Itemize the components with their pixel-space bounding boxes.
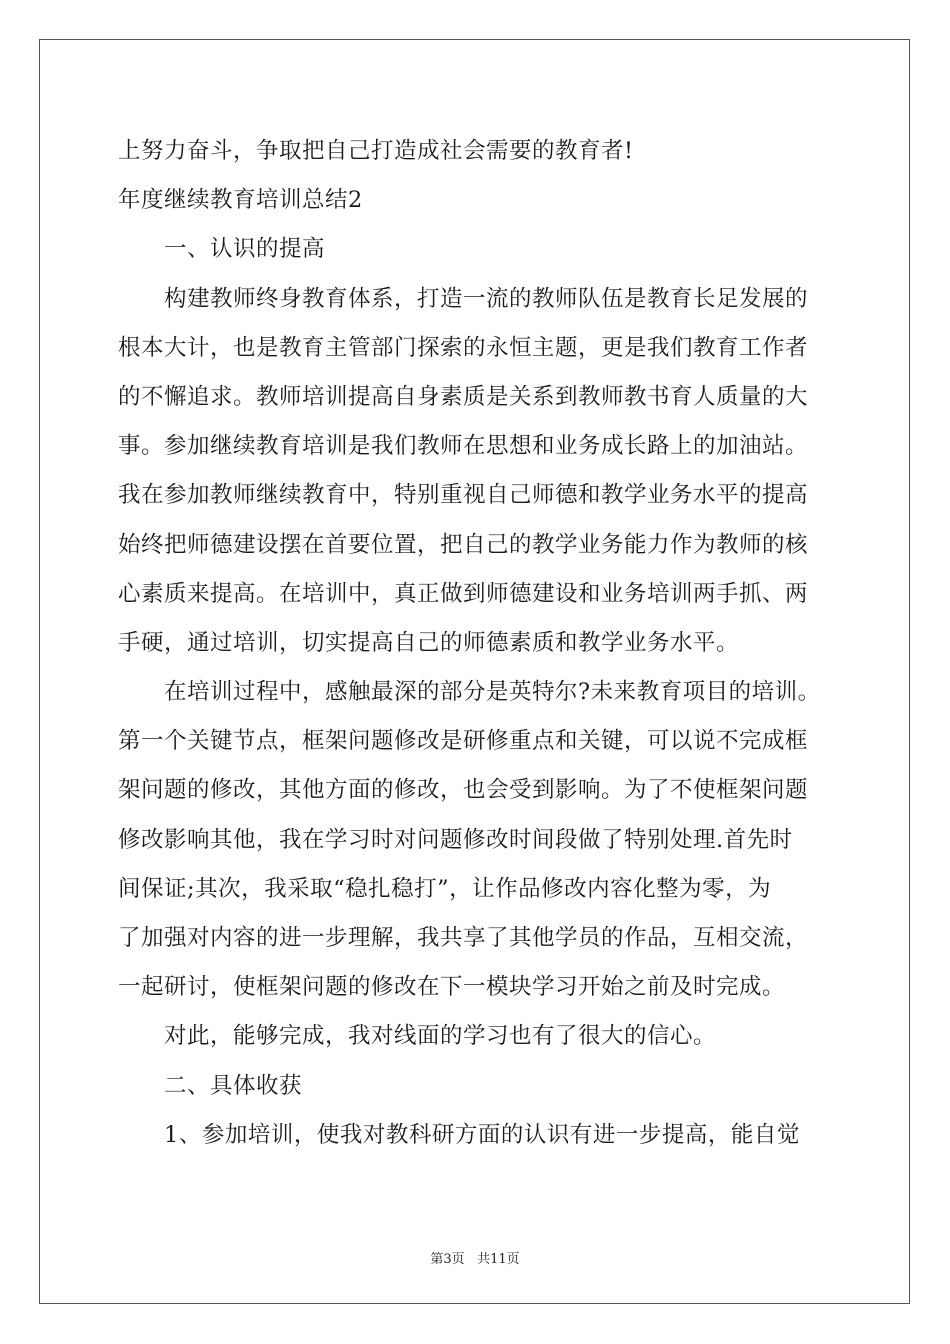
page-total: 共11页 <box>477 1252 520 1267</box>
page-number: 第3页 <box>430 1252 465 1267</box>
text-line: 修改影响其他，我在学习时对问题修改时间段做了特别处理.首先时 <box>118 826 793 853</box>
text-line: 心素质来提高。在培训中，真正做到师德建设和业务培训两手抓、两 <box>118 580 809 607</box>
section-title: 年度继续教育培训总结2 <box>118 187 363 214</box>
text-line: 的不懈追求。教师培训提高自身素质是关系到教师教书育人质量的大 <box>118 383 809 410</box>
text-line: 构建教师终身教育体系，打造一流的教师队伍是教育长足发展的 <box>164 285 809 312</box>
heading-line: 一、认识的提高 <box>164 236 326 263</box>
text-line: 事。参加继续教育培训是我们教师在思想和业务成长路上的加油站。 <box>118 433 809 460</box>
heading-line: 二、具体收获 <box>164 1072 303 1099</box>
text-line: 1、参加培训，使我对教科研方面的认识有进一步提高，能自觉 <box>164 1121 800 1148</box>
text-line: 始终把师德建设摆在首要位置，把自己的教学业务能力作为教师的核 <box>118 531 809 558</box>
text-line: 手硬，通过培训，切实提高自己的师德素质和教学业务水平。 <box>118 629 740 656</box>
text-line: 上努力奋斗，争取把自己打造成社会需要的教育者! <box>118 138 634 164</box>
text-line: 我在参加教师继续教育中，特别重视自己师德和教学业务水平的提高 <box>118 482 809 509</box>
text-line: 一起研讨，使框架问题的修改在下一模块学习开始之前及时完成。 <box>118 974 786 1001</box>
text-line: 在培训过程中，感触最深的部分是英特尔?未来教育项目的培训。 <box>164 679 821 706</box>
text-line: 间保证;其次，我采取“稳扎稳打”，让作品修改内容化整为零，为 <box>118 875 772 902</box>
text-line: 了加强对内容的进一步理解，我共享了其他学员的作品，互相交流， <box>118 925 809 951</box>
text-line: 架问题的修改，其他方面的修改，也会受到影响。为了不使框架问题 <box>118 777 809 804</box>
text-line: 对此，能够完成，我对线面的学习也有了很大的信心。 <box>164 1023 717 1050</box>
page-footer <box>0 1248 950 1267</box>
document-body <box>118 127 838 1160</box>
text-line: 第一个关键节点，框架问题修改是研修重点和关键，可以说不完成框 <box>118 728 809 755</box>
text-line: 根本大计，也是教育主管部门探索的永恒主题，更是我们教育工作者 <box>118 334 809 361</box>
